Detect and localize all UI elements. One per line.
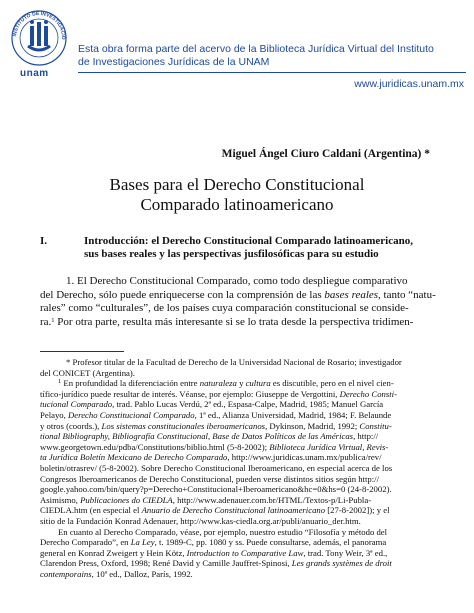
repository-notice-line-2: de Investigaciones Jurídicas de la UNAM <box>78 55 270 68</box>
section-heading-line-1: Introducción: el Derecho Constitucional Comparado latinoamericano, <box>84 235 413 247</box>
body-line: del Derecho, sólo puede enriquecerse con la comprensión de las bases reales, tanto “natu- <box>40 288 436 301</box>
unam-iij-logo <box>8 8 70 72</box>
body-line: ra.$^1$ Por otra parte, resulta más interesante si se lo trata desde la perspectiva tridimen- <box>40 315 414 328</box>
footnote-line: google.yahoo.com/bin/query?p=Derecho+Constitucional+Iberoamericano&hc=0&hs=0 (24-8-2002). <box>40 484 392 495</box>
author-line: Miguel Ángel Ciuro Caldani (Argentina) * <box>221 148 430 160</box>
body-line: 1. El Derecho Constitucional Comparado, como todo despliegue comparativo <box>66 275 408 287</box>
article-title-line-1: Bases para el Derecho Constitucional <box>109 175 365 194</box>
footnote-line: general en Konrad Zweigert y Hein Kötz, Introduction to Comparative Law, trad. Tony Weir, 3ª ed., <box>40 547 388 558</box>
page-header <box>0 0 474 100</box>
article-title-line-2: Comparado latinoamericano <box>140 195 334 214</box>
footnote-line: boletin/otrasrev/ (5-8-2002). Sobre Derecho Constitucional Iberoamericano, en especial acerca de los <box>40 462 393 473</box>
footnote-line: En cuanto al Derecho Comparado, véase, por ejemplo, nuestro estudio “Filosofía y método del <box>58 526 388 537</box>
repository-notice-line-1: Esta obra forma parte del acervo de la Biblioteca Jurídica Virtual del Instituto <box>78 43 434 55</box>
section-heading-line-2: sus bases reales y las perspectivas jusfilosóficas para su estudio <box>84 248 379 260</box>
footnote-line: Clarendon Press, Oxford, 1998; René David y Camille Jauffret-Spinosi, Les grands systèmes de droit <box>40 558 392 569</box>
unam-wordmark: unam <box>20 68 49 79</box>
section-number: I. <box>40 235 48 247</box>
footnote-line: Asimismo, Publicaciones do CIEDLA, http://www.adenauer.com.br/HTML/Textos-p/Li-Publa- <box>40 494 372 505</box>
article-title <box>0 175 474 215</box>
footnote-ref[interactable]: 1 <box>51 316 55 324</box>
footnote-line: tífico-jurídico puede resultar de interés. Véanse, por ejemplo: Giuseppe de Vergottini, Derecho Consti- <box>40 388 397 399</box>
site-url-link[interactable]: www.juridicas.unam.mx <box>354 78 464 90</box>
footnote-line: Derecho Comparado”, en La Ley, t. 1989-C, pp. 1080 y ss. Puede consultarse, además, el panorama <box>40 537 387 548</box>
body-line: rales” como “culturales”, de los países cuya comparación constitucional se conside- <box>40 302 409 314</box>
footnote-line: CIEDLA.htm (en especial el Anuario de Derecho Constitucional latinoamericano [27-8-2002]); y el <box>40 505 390 516</box>
footnote-line: contemporains, 10ª ed., Dalloz, París, 1992. <box>40 568 193 579</box>
footnote-line: sitio de la Fundación Konrad Adenauer, http://www.kas-ciedla.org.ar/publi/anuario_der.htm. <box>40 515 361 526</box>
footnote-line: ta Jurídica Boletín Mexicano de Derecho Comparado, http://www.juridicas.unam.mx/publica/rev/ <box>40 452 382 463</box>
footnotes <box>40 357 434 579</box>
footnote-line: del CONICET (Argentina). <box>40 367 135 378</box>
footnote-line: y otros (coords.), Los sistemas constitucionales iberoamericanos, Dykinson, Madrid, 1992; Constitu- <box>40 420 392 431</box>
repository-notice <box>78 43 468 68</box>
footnote-line: tucional Comparado, trad. Pablo Lucas Verdú, 2ª ed., Espasa-Calpe, Madrid, 1985; Manuel García <box>40 399 384 410</box>
footnote-line: Congresos Iberoamericanos de Derecho Constitucional, pueden verse distintos sitios según http:// <box>40 473 379 484</box>
footnote-line: tional Bibliography, Bibliografía Constitucional, Base de Datos Políticos de las Américas, http:// <box>40 431 379 442</box>
footnote-line: Pelayo, Derecho Constitucional Comparado, 1ª ed., Alianza Universidad, Madrid, 1984; F. Belaunde <box>40 409 392 420</box>
footnote-line: www.georgetown.edu/pdba/Constitutions/biblio.html (5-8-2002); Biblioteca Jurídica Virtual, Revis- <box>40 441 389 452</box>
footnote-line: * Profesor titular de la Facultad de Derecho de la Universidad Nacional de Rosario; investigador <box>66 357 402 367</box>
body-paragraph <box>40 275 434 329</box>
svg-text:INSTITUTO DE INVESTIGACIONES J: INSTITUTO DE INVESTIGACIO <box>12 10 67 40</box>
footnote-line: $^1$ En profundidad la diferenciación entre naturaleza y cultura es discutible, pero en el nivel cien- <box>58 378 394 389</box>
header-divider <box>78 72 466 73</box>
footnote-divider <box>40 351 124 352</box>
